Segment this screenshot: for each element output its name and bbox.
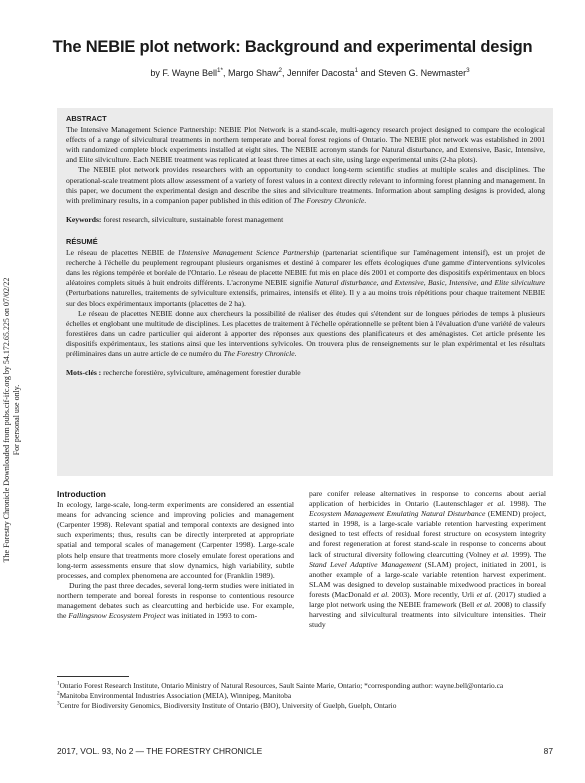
mots-cles-text: recherche forestière, sylviculture, aménagement forestier durable	[101, 368, 301, 378]
resume-p2-text: Le réseau de placettes NEBIE donne aux chercheurs la possibilité de réaliser des études qui s'étendent sur de longues périodes de temps à plusieurs échelles et englobant une multitude de disciplines. Les placettes de traitement à l'échelle opérationnelle se prêtent bien à l'évaluation d'une variété de valeurs forestières dans un cadre particulier qui aideront à apporter des réponses aux questions des planificateurs et des aménagistes. Cet article présente les dispositifs expérimentaux, les stations ainsi que les interventions sylvicoles. On trouvera plus de renseignements sur le plan expérimental et les résultats préliminaires dans un autre article de ce numéro du	[66, 308, 545, 358]
intro-paragraph-continued	[309, 489, 546, 630]
footnote-3-mark: 3	[57, 700, 60, 707]
col2-t4: 1999). The	[509, 549, 547, 559]
resume-p1-a: Le réseau de placettes NEBIE de l'	[66, 248, 182, 258]
journal-citation: 2017, VOL. 93, No 2 — THE FORESTRY CHRONICLE	[57, 746, 263, 756]
col2-t6-italic: et al.	[476, 589, 493, 599]
keywords-label: Keywords:	[66, 214, 102, 224]
mots-cles-label: Mots-clés :	[66, 368, 102, 378]
abstract-box	[57, 108, 553, 476]
download-line-2: For personal use only.	[12, 384, 21, 456]
resume-p1-c: (Perturbations naturelles, traitements de sylviculture extensifs, primaires, intensifs et élite). Il y a au moins trois répétitions pour chaque traitement NEBIE sur des blocs expérimentaux importants (placettes de 2 ha).	[66, 288, 545, 308]
col2-t5-italic: et al.	[373, 589, 390, 599]
resume-label: RÉSUMÉ	[66, 236, 98, 246]
resume-paragraph-2	[66, 309, 545, 359]
abstract-paragraph-2	[66, 165, 545, 205]
resume-paragraph-1	[66, 248, 545, 309]
footnote-2-mark: 2	[57, 690, 60, 697]
col2-t2: 1998). The	[505, 499, 547, 509]
col2-t1: pare conifer release alternatives in response to concerns about aerial application of herbicides in Ontario (Lautenschlager	[309, 489, 546, 509]
intro-p2-italic: Fallingsnow Ecosystem Project	[68, 611, 166, 621]
footnote-1-mark: 1	[57, 680, 60, 687]
col2-t8: 2008) to classify harvesting and silvicultural treatments into silviculture intensities. Their study	[309, 600, 547, 630]
author-3-affil: 1	[354, 67, 359, 74]
author-2-affil: 2	[278, 67, 283, 74]
intro-paragraph-2	[57, 581, 294, 621]
abstract-journal-name: The Forestry Chronicle	[293, 195, 365, 205]
intro-p2-text: During the past three decades, several long-term studies were initiated in northern temperate and boreal forests in response to contentious resource management debates such as clearcutting and herbicide use. For example, the	[57, 580, 294, 621]
article-title: The NEBIE plot network: Background and experimental design	[52, 38, 533, 56]
col2-t1-italic: et al.	[487, 499, 506, 509]
footnote-divider	[57, 676, 129, 677]
resume-journal-name: The Forestry Chronicle	[223, 348, 295, 358]
resume-p1-italic-2: Natural disturbance, and Extensive, Basic, Intensive, and Elite silviculture	[314, 278, 546, 288]
author-2: , Margo Shaw	[222, 68, 279, 78]
footnote-3	[57, 701, 554, 711]
author-line	[60, 68, 560, 78]
resume-p1-italic-1: Intensive Management Science Partnership	[181, 248, 320, 258]
footnote-2	[57, 691, 554, 701]
footnote-1	[57, 681, 554, 691]
col2-t5: (SLAM) project, initiated in 2001, is another example of a large-scale variable retention harvest experiment. SLAM was designed to develop sustainable mixedwood practices in boreal forests (MacDonald	[309, 559, 546, 599]
abstract-paragraph-1: The Intensive Management Science Partnership: NEBIE Plot Network is a stand-scale, multi-agency research project designed to compare the ecological effects of a range of silvicultural treatments in northern temperate and boreal forest regions of Ontario. The NEBIE plot network was established in 2001 with randomized complete block experiments installed at eight sites. The NEBIE acronym stands for Natural disturbance, and Extensive, Basic, Intensive, and Elite silviculture. Each NEBIE treatment was replicated at least three times at each site, using large experimental units (2-ha plots).	[66, 125, 545, 165]
col2-t4-italic: Stand Level Adaptive Management	[309, 559, 422, 569]
footnote-1-text: Ontario Forest Research Institute, Ontario Ministry of Natural Resources, Sault Sainte Marie, Ontario; *corresponding author: wayne.bell@ontario.ca	[59, 681, 504, 690]
page-footer	[57, 746, 553, 756]
col2-t2-italic: Ecosystem Management Emulating Natural Disturbance	[309, 509, 486, 519]
download-watermark	[2, 200, 22, 640]
author-4-affil: 3	[466, 67, 470, 74]
col2-t3: (EMEND) project, started in 1998, is a large-scale variable retention harvesting experiment designed to test effects of residual forest structure on ecosystem integrity and forest regeneration at forest stand-scale in response to concerns about lack of structural diversity following clearcutting (Volney	[309, 509, 547, 559]
col2-t6: 2003). More recently, Urli	[389, 589, 477, 599]
intro-paragraph-1: In ecology, large-scale, long-term experiments are considered an essential means for advancing science and improving policies and management (Carpenter 1998). Relevant spatial and temporal contexts are designed into such experiments; thus, results can be directly interpreted at appropriate spatial and temporal scales of management (Carpenter 1998). Large-scale plots help ensure that treatments more closely emulate forest operations and long-term assessments ensure that slow dynamics, high variability, subtle processes, and complex phenomena are accounted for (Franklin 1989).	[57, 500, 294, 580]
footnote-3-text: Centre for Biodiversity Genomics, Biodiversity Institute of Ontario (BIO), University of Guelph, Guelph, Ontario	[59, 701, 397, 710]
resume-p2-end: .	[294, 348, 297, 358]
body-column-right	[309, 489, 546, 630]
author-1: by F. Wayne Bell	[150, 68, 218, 78]
keywords	[66, 215, 545, 225]
abstract-p2-text: The NEBIE plot network provides researchers with an opportunity to conduct long-term scientific studies at multiple scales and disciplines. The operational-scale treatment plots allow assessment of a variety of forest values in a context directly relevant to informing forest planning and management. In this paper, we document the experimental design and describe the sites and silviculture treatments. Information about sampling designs is provided, along with preliminary results, in a companion paper published in this edition of	[66, 165, 545, 205]
author-4: and Steven G. Newmaster	[358, 68, 467, 78]
footnotes	[57, 681, 554, 711]
introduction-heading: Introduction	[57, 489, 106, 499]
keywords-text: forest research, silviculture, sustainable forest management	[101, 214, 284, 224]
download-line-1: The Forestry Chronicle Downloaded from pubs.cif-ifc.org by 54.172.65.225 on 07/02/22	[2, 277, 11, 563]
abstract-label: ABSTRACT	[66, 114, 107, 123]
col2-t7: (2017) studied a large plot network using the NEBIE framework (Bell	[309, 589, 546, 610]
body-column-left	[57, 489, 294, 621]
col2-t3-italic: et al.	[492, 549, 510, 559]
author-1-affil: 1*	[217, 67, 223, 74]
footnote-2-text: Manitoba Environmental Industries Association (MEIA), Winnipeg, Manitoba	[59, 691, 292, 700]
resume-p1-b: (partenariat scientifique sur l'aménagement intensif), est un projet de recherche à l'échelle du peuplement regroupant plusieurs organismes et destiné à comparer les effets écologiques d'une gamme d'interventions sylvicoles dans les régions tempérée et boréale de l'Ontario. Le réseau de placette NEBIE fut mis en place dès 2001 et comporte des dispositifs expérimentaux en blocs aléatoires complets situés à huit endroits différents. L'acronyme NEBIE signifie	[66, 248, 546, 288]
intro-p2-end: was initiated in 1993 to com-	[165, 611, 258, 621]
page-number: 87	[543, 746, 553, 756]
mots-cles	[66, 368, 545, 378]
col2-t7-italic: et al.	[476, 600, 493, 610]
author-3: , Jennifer Dacosta	[282, 68, 355, 78]
abstract-p2-end: .	[364, 195, 367, 205]
